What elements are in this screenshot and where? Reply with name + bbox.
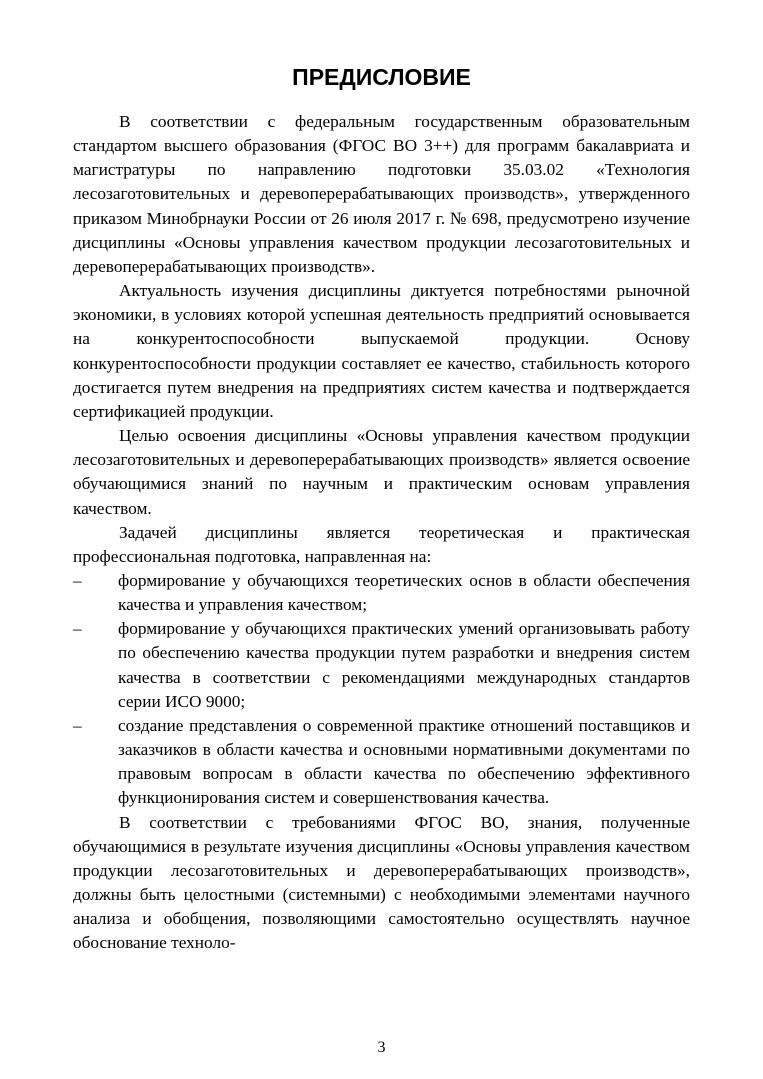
list-item-text: формирование у обучающихся практических умений организовывать работу по обеспечению качества продукции путем разработки и внедрения систем качества в соответствии с рекомендациями международных стандартов серии ИСО 9000; <box>118 619 690 711</box>
page-title: ПРЕДИСЛОВИЕ <box>292 64 471 90</box>
paragraph-5: В соответствии с требованиями ФГОС ВО, знания, полученные обучающимися в результате изучения дисциплины «Основы управления качеством продукции лесозаготовительных и деревоперерабатывающих производств», должны быть целостными (системными) с необходимыми элементами научного анализа и обобщения, позволяющими самостоятельно осуществлять научное обоснование техноло- <box>73 812 690 953</box>
list-dash: – <box>73 715 82 735</box>
task-list <box>73 569 690 811</box>
paragraph-3: Целью освоения дисциплины «Основы управления качеством продукции лесозаготовительных и деревоперерабатывающих производств» является освоение обучающимися знаний по научным и практическим основам управления качеством. <box>73 426 690 518</box>
list-item-text: создание представления о современной практике отношений поставщиков и заказчиков в области качества и основными нормативными документами по правовым вопросам в области качества по обеспечению эффективного функционирования систем и совершенствования качества. <box>118 715 690 808</box>
paragraph-2: Актуальность изучения дисциплины диктуется потребностями рыночной экономики, в условиях которой успешная деятельность предприятий основывается на конкурентоспособности выпускаемой продукции. Основу конкурентоспособности продукции составляет ее качество, стабильность которого достигается путем внедрения на предприятиях систем качества и подтверждается сертификацией продукции. <box>73 281 690 421</box>
list-item <box>73 617 690 714</box>
list-item <box>73 714 690 811</box>
body-text <box>73 110 690 955</box>
list-item <box>73 569 690 617</box>
paragraph-4: Задачей дисциплины является теоретическая и практическая профессиональная подготовка, направленная на: <box>73 522 690 566</box>
list-dash: – <box>73 570 82 590</box>
list-item-text: формирование у обучающихся теоретических основ в области обеспечения качества и управления качеством; <box>118 570 690 615</box>
list-dash: – <box>73 619 82 639</box>
page-number: 3 <box>377 1039 386 1056</box>
paragraph-1: В соответствии с федеральным государственным образовательным стандартом высшего образования (ФГОС ВО 3++) для программ бакалавриата и магистратуры по направлению подготовки 35.03.02 «Технология лесозаготовительных и деревоперерабатывающих производств», утвержденного приказом Минобрнауки России от 26 июля 2017 г. № 698, предусмотрено изучение дисциплины «Основы управления качеством продукции лесозаготовительных и деревоперерабатывающих производств». <box>73 112 690 276</box>
